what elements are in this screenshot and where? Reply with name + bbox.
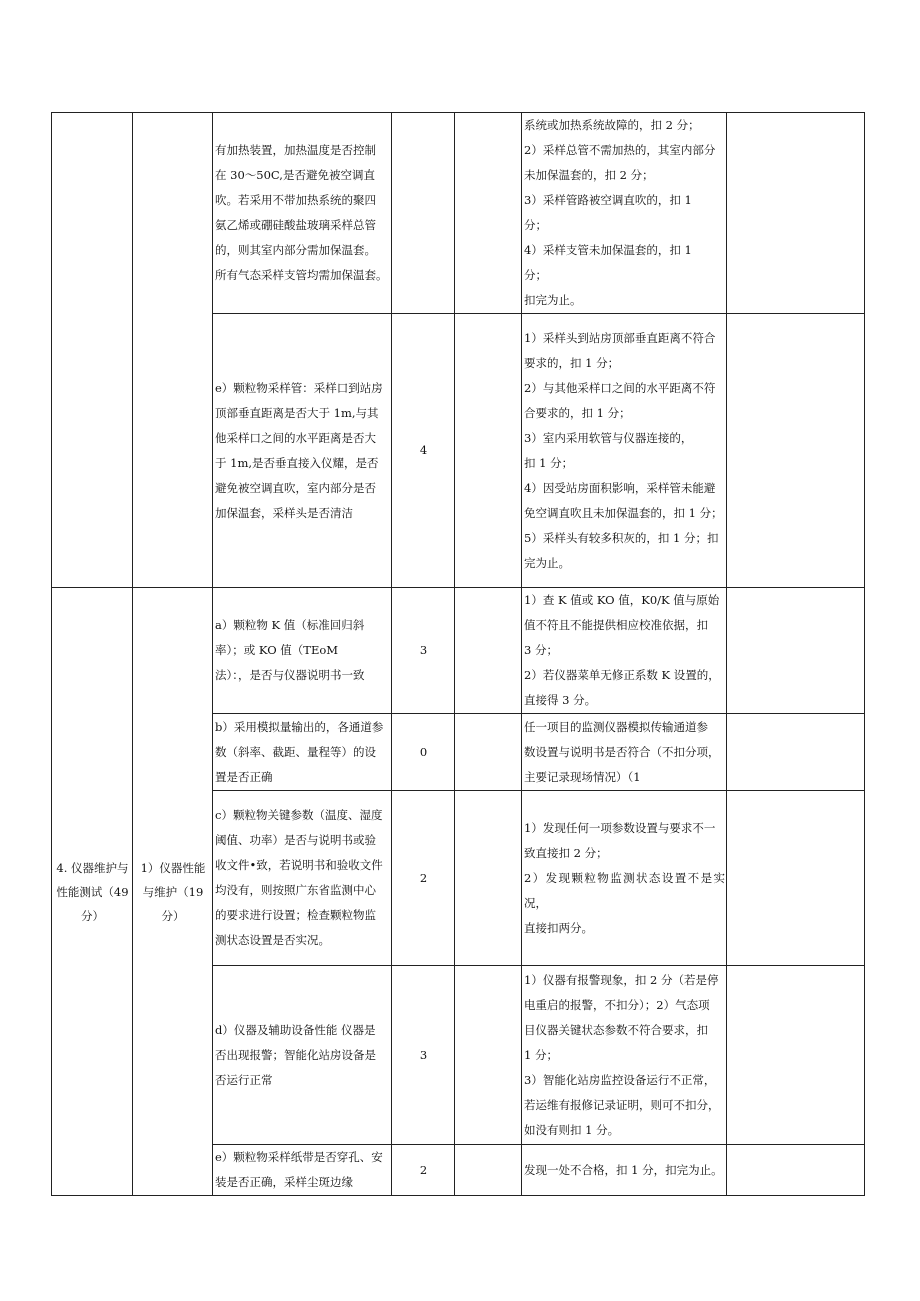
criteria-cell: 1）采样头到站房顶部垂直距离不符合 要求的，扣 1 分； 2）与其他采样口之间的水平距离不符 合要求的，扣 1 分； 3）室内采用软管与仪器连接的， 扣 1 分； 4）因受站房面积影响，采样管未能避 免空调直吹且未加保温套的，扣 1 分； 5）采样头有较多积灰的，扣 1 分；扣 完为止。 xyxy=(522,314,727,588)
empty-cell xyxy=(133,113,213,588)
empty-cell xyxy=(727,314,865,588)
empty-cell xyxy=(727,714,865,791)
criteria-cell: 任一项目的监测仪器模拟传输通道参 数设置与说明书是否符合（不扣分项， 主要记录现场情况）（1 xyxy=(522,714,727,791)
item-cell: a）颗粒物 K 值（标准回归斜 率）；或 KO 值（TEoM 法）：，是否与仪器说明书一致 xyxy=(213,588,392,714)
score-cell xyxy=(392,113,455,314)
empty-cell xyxy=(727,966,865,1145)
criteria-cell: 1）查 K 值或 KO 值，K0/K 值与原始 值不符且不能提供相应校准依据，扣 3 分； 2）若仪器菜单无修正系数 K 设置的， 直接得 3 分。 xyxy=(522,588,727,714)
empty-cell xyxy=(727,588,865,714)
empty-cell xyxy=(455,966,522,1145)
table-row xyxy=(52,588,865,714)
empty-cell xyxy=(455,714,522,791)
empty-cell xyxy=(52,113,133,588)
item-cell: b）采用模拟量输出的，各通道参 数（斜率、截距、量程等）的设 置是否正确 xyxy=(213,714,392,791)
score-cell: 0 xyxy=(392,714,455,791)
empty-cell xyxy=(727,791,865,966)
empty-cell xyxy=(727,1145,865,1196)
criteria-cell: 系统或加热系统故障的，扣 2 分； 2）采样总管不需加热的，其室内部分 未加保温套的，扣 2 分； 3）采样管路被空调直吹的，扣 1 分； 4）采样支管未加保温套的，扣 1 分； 扣完为止。 xyxy=(522,113,727,314)
table-row xyxy=(52,113,865,314)
score-cell: 3 xyxy=(392,966,455,1145)
criteria-cell: 发现一处不合格，扣 1 分，扣完为止。 xyxy=(522,1145,727,1196)
category-level1-cell: 4. 仪器维护与 性能测试（49 分） xyxy=(52,588,133,1196)
empty-cell xyxy=(455,791,522,966)
empty-cell xyxy=(455,1145,522,1196)
score-cell: 3 xyxy=(392,588,455,714)
item-cell: e）颗粒物采样纸带是否穿孔、安 装是否正确，采样尘斑边缘 xyxy=(213,1145,392,1196)
score-cell: 2 xyxy=(392,791,455,966)
empty-cell xyxy=(455,314,522,588)
score-cell: 4 xyxy=(392,314,455,588)
criteria-cell: 1）发现任何一项参数设置与要求不一 致直接扣 2 分； 2）发现颗粒物监测状态设置不是实况， 直接扣两分。 xyxy=(522,791,727,966)
category-level2-cell: 1）仪器性能 与维护（19 分） xyxy=(133,588,213,1196)
item-cell: d）仪器及辅助设备性能 仪器是 否出现报警；智能化站房设备是 否运行正常 xyxy=(213,966,392,1145)
item-cell: 有加热装置，加热温度是否控制 在 30～50C,是否避免被空调直 吹。若采用不带加热系统的聚四 氨乙烯或硼硅酸盐玻璃采样总管 的，则其室内部分需加保温套。 所有气态采样支管均需加保温套。 xyxy=(213,113,392,314)
score-cell: 2 xyxy=(392,1145,455,1196)
empty-cell xyxy=(455,588,522,714)
item-cell: e）颗粒物采样管：采样口到站房 顶部垂直距离是否大于 1m,与其 他采样口之间的水平距离是否大 于 1m,是否垂直接入仪耀，是否 避免被空调直吹，室内部分是否 加保温套，采样头是否清洁 xyxy=(213,314,392,588)
empty-cell xyxy=(455,113,522,314)
scoring-table xyxy=(51,112,865,1196)
item-cell: c）颗粒物关键参数（温度、湿度 阈值、功率）是否与说明书或验 收文件•致，若说明书和验收文件 均没有，则按照广东省监测中心 的要求进行设置；检查颗粒物监 测状态设置是否实况。 xyxy=(213,791,392,966)
empty-cell xyxy=(727,113,865,314)
criteria-cell: 1）仪器有报警现象，扣 2 分（若是停 电重启的报警，不扣分）；2）气态项 目仪器关键状态参数不符合要求，扣 1 分； 3）智能化站房监控设备运行不正常， 若运维有报修记录证明，则可不扣分， 如没有则扣 1 分。 xyxy=(522,966,727,1145)
